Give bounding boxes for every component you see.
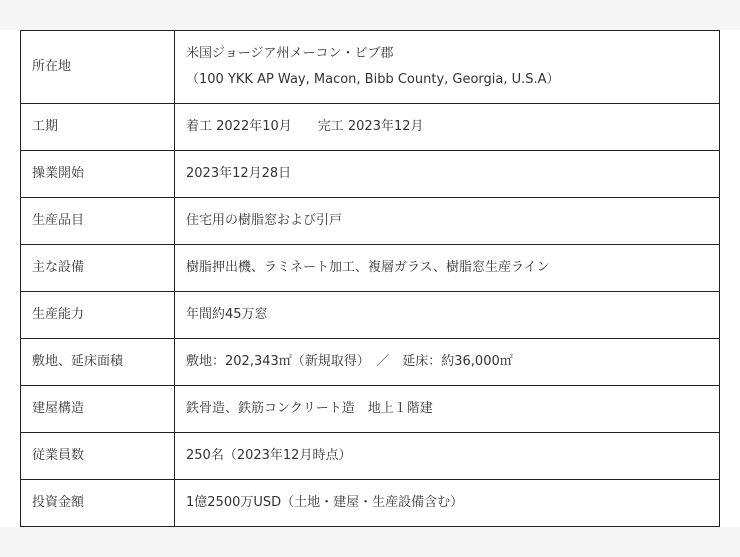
row-label: 従業員数: [21, 433, 175, 480]
content-area: [0, 30, 740, 527]
table-row-products: [21, 198, 720, 245]
row-value: [175, 31, 720, 104]
row-label: 所在地: [21, 31, 175, 104]
location-line-ja: 米国ジョージア州メーコン・ビブ郡: [186, 46, 394, 61]
row-value: 着工 2022年10月 完工 2023年12月: [175, 104, 720, 151]
row-value: 住宅用の樹脂窓および引戸: [175, 198, 720, 245]
table-row-investment: [21, 480, 720, 527]
table-row-site-area: [21, 339, 720, 386]
table-row-equipment: [21, 245, 720, 292]
row-label: 主な設備: [21, 245, 175, 292]
row-label: 工期: [21, 104, 175, 151]
row-value: 敷地：202,343㎡（新規取得） ／ 延床：約36,000㎡: [175, 339, 720, 386]
row-value: 1億2500万USD（土地・建屋・生産設備含む）: [175, 480, 720, 527]
facility-overview-table: [20, 30, 720, 527]
table-row-location: [21, 31, 720, 104]
row-label: 生産品目: [21, 198, 175, 245]
row-label: 敷地、延床面積: [21, 339, 175, 386]
row-label: 投資金額: [21, 480, 175, 527]
row-value: 2023年12月28日: [175, 151, 720, 198]
table-row-construction-period: [21, 104, 720, 151]
row-value: 年間約45万窓: [175, 292, 720, 339]
table-row-capacity: [21, 292, 720, 339]
table-row-structure: [21, 386, 720, 433]
table-row-employees: [21, 433, 720, 480]
table-row-operation-start: [21, 151, 720, 198]
row-value: 250名（2023年12月時点）: [175, 433, 720, 480]
row-label: 操業開始: [21, 151, 175, 198]
row-value: 樹脂押出機、ラミネート加工、複層ガラス、樹脂窓生産ライン: [175, 245, 720, 292]
row-value: 鉄骨造、鉄筋コンクリート造 地上１階建: [175, 386, 720, 433]
row-label: 生産能力: [21, 292, 175, 339]
location-line-en: （100 YKK AP Way, Macon, Bibb County, Georgia, U.S.A）: [186, 72, 560, 87]
row-label: 建屋構造: [21, 386, 175, 433]
